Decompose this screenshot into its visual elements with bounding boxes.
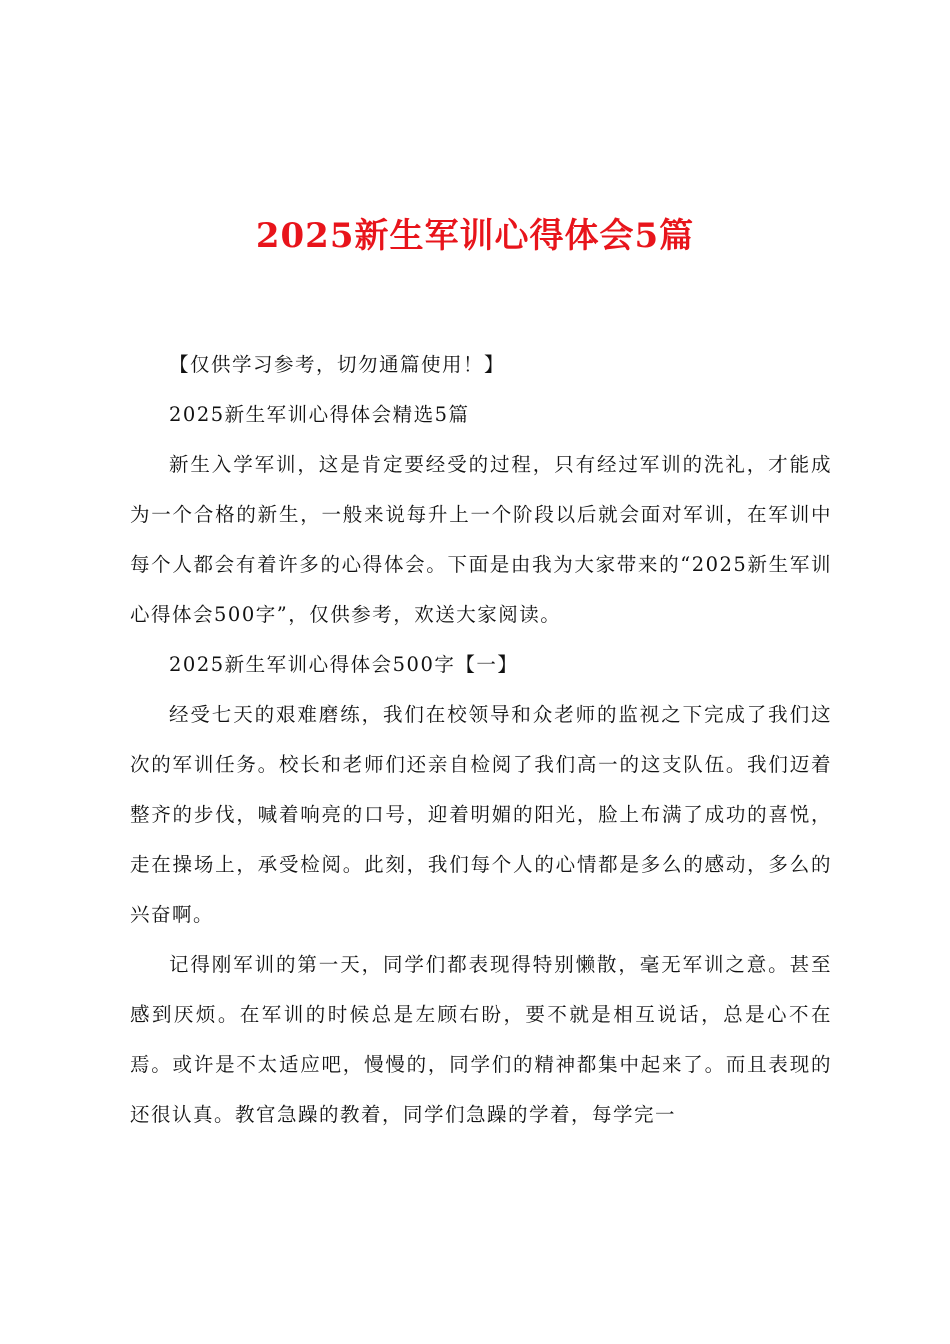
usage-notice: 【仅供学习参考，切勿通篇使用！】 [169, 353, 506, 376]
body-paragraph-2: 记得刚军训的第一天，同学们都表现得特别懒散，毫无军训之意。甚至感到厌烦。在军训的时候总是左顾右盼，要不就是相互说话，总是心不在焉。或许是不太适应吧，慢慢的，同学们的精神都集中起来了。而且表现的还很认真。教官急躁的教着，同学们急躁的学着，每学完一 [130, 953, 832, 1126]
section-heading: 2025新生军训心得体会500字【一】 [169, 653, 519, 676]
intro-paragraph: 新生入学军训，这是肯定要经受的过程，只有经过军训的洗礼，才能成为一个合格的新生，一般来说每升上一个阶段以后就会面对军训，在军训中每个人都会有着许多的心得体会。下面是由我为大家带来的“2025新生军训心得体会500字”，仅供参考，欢送大家阅读。 [130, 453, 832, 626]
document-title: 2025新生军训心得体会5篇 [255, 216, 695, 256]
document-body [130, 340, 832, 1140]
document-subtitle: 2025新生军训心得体会精选5篇 [169, 403, 470, 426]
body-paragraph-1: 经受七天的艰难磨练，我们在校领导和众老师的监视之下完成了我们这次的军训任务。校长和老师们还亲自检阅了我们高一的这支队伍。我们迈着整齐的步伐，喊着响亮的口号，迎着明媚的阳光，脸上布满了成功的喜悦，走在操场上，承受检阅。此刻，我们每个人的心情都是多么的感动，多么的兴奋啊。 [130, 703, 832, 926]
